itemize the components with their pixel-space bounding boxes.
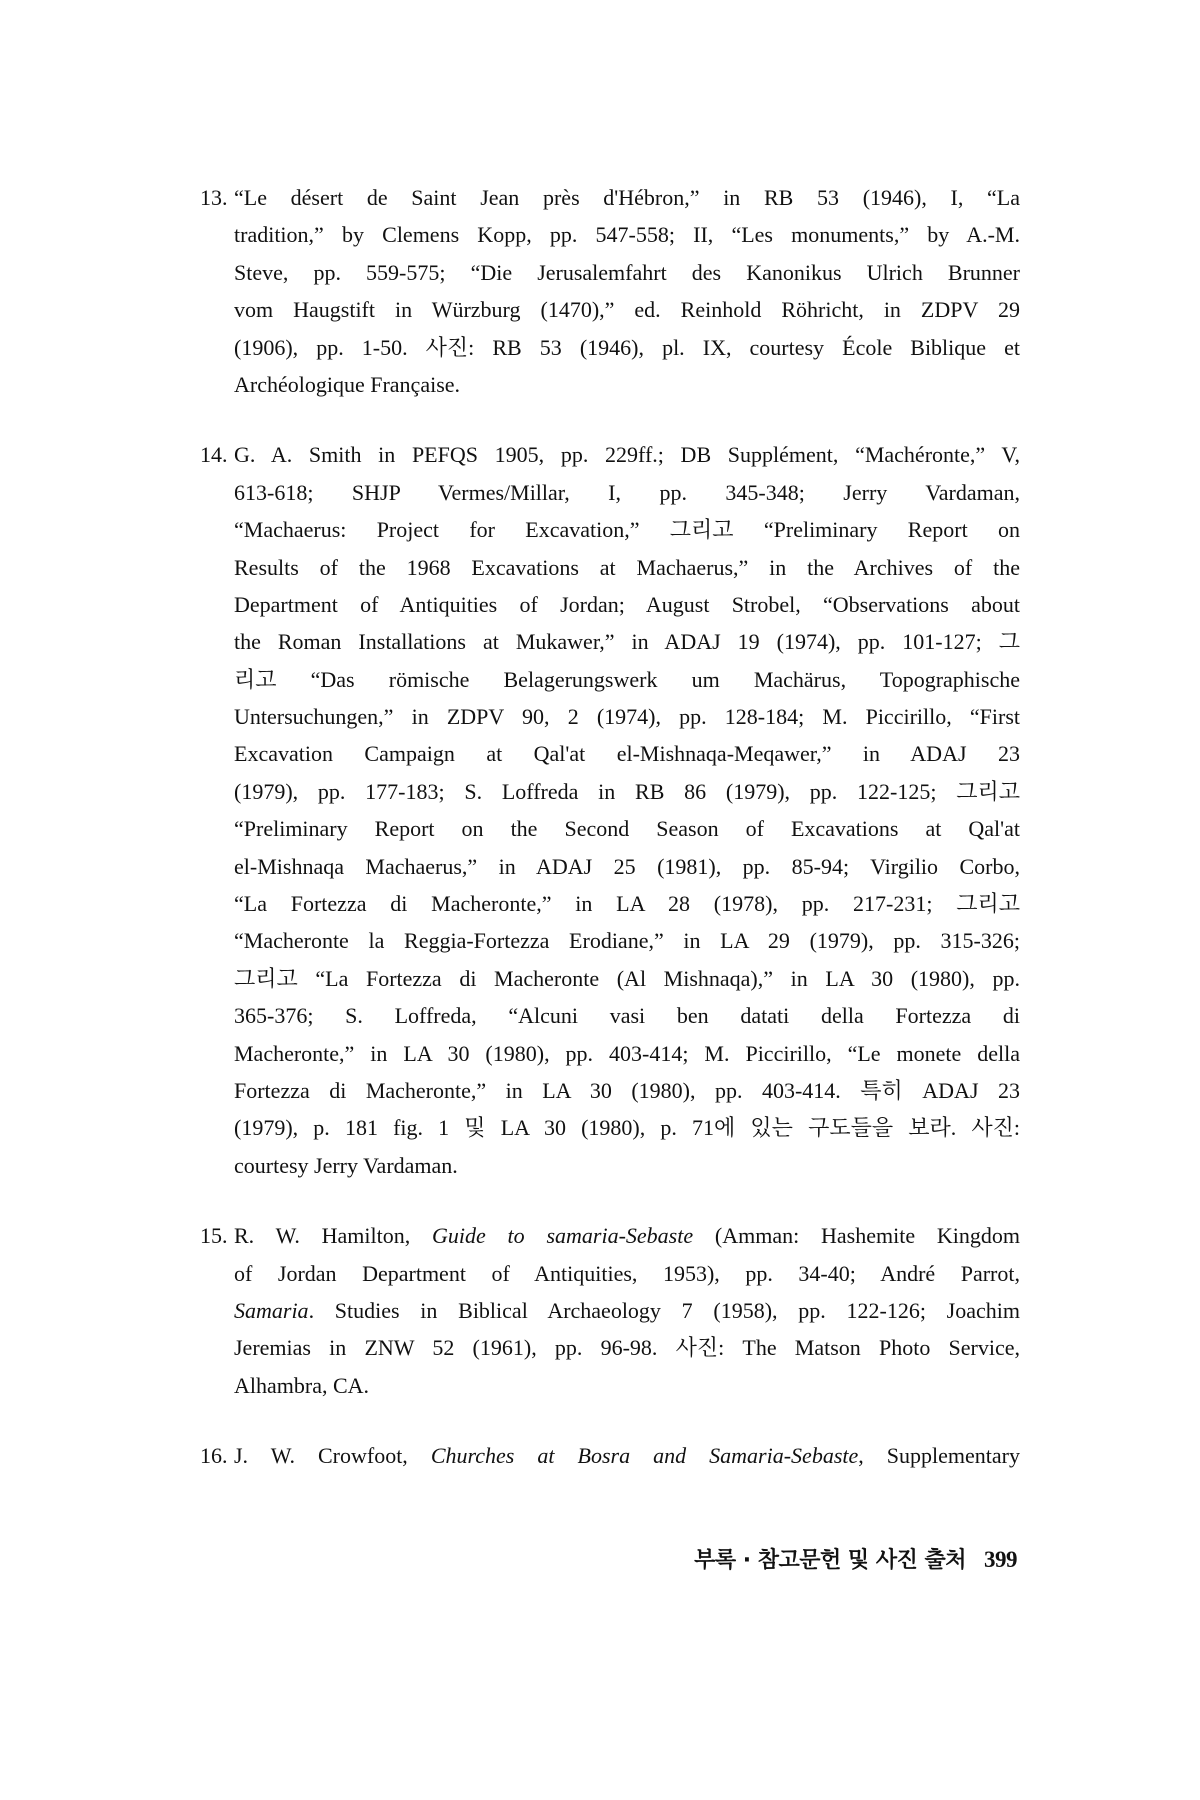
italic-title: Samaria bbox=[234, 1297, 309, 1323]
text-line bbox=[234, 216, 1020, 253]
italic-title: Churches at Bosra and Samaria-Sebaste bbox=[430, 1443, 859, 1469]
text-line bbox=[234, 511, 1020, 548]
text-line bbox=[234, 1217, 1020, 1254]
text-segment: J. W. Crowfoot, bbox=[234, 1443, 431, 1469]
italic-title: Guide to samaria-Sebaste bbox=[432, 1223, 694, 1249]
text-segment: G. A. Smith in PEFQS 1905, pp. 229ff.; DB Supplément, “Machéronte,” V, bbox=[234, 442, 1020, 468]
text-segment: Results of the 1968 Excavations at Machaerus,” in the Archives of the bbox=[234, 554, 1020, 580]
text-segment: 365-376; S. Loffreda, “Alcuni vasi ben datati della Fortezza di bbox=[234, 1003, 1020, 1029]
text-segment: “Preliminary Report on the Second Season of Excavations at Qal'at bbox=[234, 816, 1020, 842]
page-number: 399 bbox=[984, 1547, 1017, 1572]
text-line bbox=[234, 366, 1020, 403]
text-segment: (1979), p. 181 fig. 1 및 LA 30 (1980), p. 71에 있는 구도들을 보라. 사진: bbox=[234, 1115, 1020, 1141]
text-segment: . Studies in Biblical Archaeology 7 (1958), pp. 122-126; Joachim bbox=[308, 1297, 1020, 1323]
text-line bbox=[234, 549, 1020, 586]
text-segment: R. W. Hamilton, bbox=[234, 1223, 432, 1249]
text-line bbox=[234, 1367, 1020, 1404]
text-segment: 그리고 “La Fortezza di Macheronte (Al Mishnaqa),” in LA 30 (1980), pp. bbox=[234, 965, 1020, 991]
text-line bbox=[234, 1437, 1020, 1474]
endnote-number: 16. bbox=[200, 1443, 228, 1469]
text-line bbox=[234, 254, 1020, 291]
text-segment: Jeremias in ZNW 52 (1961), pp. 96-98. 사진: The Matson Photo Service, bbox=[234, 1335, 1020, 1361]
text-line bbox=[234, 1147, 1020, 1184]
text-segment: el-Mishnaqa Machaerus,” in ADAJ 25 (1981), pp. 85-94; Virgilio Corbo, bbox=[234, 853, 1020, 879]
endnote-number: 14. bbox=[200, 442, 228, 468]
text-segment: Untersuchungen,” in ZDPV 90, 2 (1974), pp. 128-184; M. Piccirillo, “First bbox=[234, 704, 1020, 730]
text-segment: Steve, pp. 559-575; “Die Jerusalemfahrt des Kanonikus Ulrich Brunner bbox=[234, 259, 1020, 285]
text-line bbox=[234, 1292, 1020, 1329]
text-line bbox=[234, 922, 1020, 959]
text-segment: courtesy Jerry Vardaman. bbox=[234, 1152, 458, 1178]
text-segment: of Jordan Department of Antiquities, 1953), pp. 34-40; André Parrot, bbox=[234, 1260, 1020, 1286]
text-line bbox=[234, 735, 1020, 772]
text-segment: “La Fortezza di Macheronte,” in LA 28 (1978), pp. 217-231; 그리고 bbox=[234, 891, 1020, 917]
endnotes-list bbox=[200, 179, 1020, 1508]
text-line bbox=[234, 1035, 1020, 1072]
text-line bbox=[234, 960, 1020, 997]
endnote-16 bbox=[200, 1437, 1020, 1474]
text-segment: tradition,” by Clemens Kopp, pp. 547-558; II, “Les monuments,” by A.-M. bbox=[234, 222, 1020, 248]
text-line bbox=[234, 810, 1020, 847]
text-line bbox=[234, 329, 1020, 366]
text-segment: , Supplementary bbox=[858, 1443, 1020, 1469]
text-line bbox=[234, 474, 1020, 511]
endnote-13 bbox=[200, 179, 1020, 403]
text-segment: the Roman Installations at Mukawer,” in ADAJ 19 (1974), pp. 101-127; 그 bbox=[234, 629, 1020, 655]
text-line bbox=[234, 698, 1020, 735]
text-line bbox=[234, 661, 1020, 698]
text-line bbox=[234, 1109, 1020, 1146]
text-segment: Archéologique Française. bbox=[234, 371, 461, 397]
text-line bbox=[234, 179, 1020, 216]
text-line bbox=[234, 1329, 1020, 1366]
text-line bbox=[234, 436, 1020, 473]
text-line bbox=[234, 586, 1020, 623]
text-segment: Macheronte,” in LA 30 (1980), pp. 403-414; M. Piccirillo, “Le monete della bbox=[234, 1040, 1020, 1066]
text-line bbox=[234, 885, 1020, 922]
text-segment: “Macheronte la Reggia-Fortezza Erodiane,” in LA 29 (1979), pp. 315-326; bbox=[234, 928, 1020, 954]
text-line bbox=[234, 848, 1020, 885]
endnote-14 bbox=[200, 436, 1020, 1184]
text-segment: (Amman: Hashemite Kingdom bbox=[693, 1223, 1021, 1249]
text-line bbox=[234, 1255, 1020, 1292]
endnote-15 bbox=[200, 1217, 1020, 1404]
text-segment: Fortezza di Macheronte,” in LA 30 (1980), pp. 403-414. 특히 ADAJ 23 bbox=[234, 1077, 1020, 1103]
text-segment: “Machaerus: Project for Excavation,” 그리고 “Preliminary Report on bbox=[234, 517, 1020, 543]
running-title: 부록 · 참고문헌 및 사진 출처 bbox=[694, 1548, 966, 1573]
page-footer bbox=[694, 1543, 1017, 1574]
text-line bbox=[234, 291, 1020, 328]
text-line bbox=[234, 1072, 1020, 1109]
text-segment: 613-618; SHJP Vermes/Millar, I, pp. 345-348; Jerry Vardaman, bbox=[234, 479, 1020, 505]
text-line bbox=[234, 997, 1020, 1034]
text-segment: Excavation Campaign at Qal'at el-Mishnaqa-Meqawer,” in ADAJ 23 bbox=[234, 741, 1020, 767]
text-segment: (1979), pp. 177-183; S. Loffreda in RB 86 (1979), pp. 122-125; 그리고 bbox=[234, 778, 1020, 804]
text-line bbox=[234, 623, 1020, 660]
text-segment: (1906), pp. 1-50. 사진: RB 53 (1946), pl. IX, courtesy École Biblique et bbox=[234, 334, 1020, 360]
endnote-number: 13. bbox=[200, 185, 228, 210]
text-segment: vom Haugstift in Würzburg (1470),” ed. Reinhold Röhricht, in ZDPV 29 bbox=[234, 297, 1020, 323]
endnote-number: 15. bbox=[200, 1223, 228, 1249]
text-line bbox=[234, 773, 1020, 810]
text-segment: Alhambra, CA. bbox=[234, 1372, 370, 1398]
text-segment: Department of Antiquities of Jordan; August Strobel, “Observations about bbox=[234, 591, 1020, 617]
text-segment: “Le désert de Saint Jean près d'Hébron,” in RB 53 (1946), I, “La bbox=[234, 185, 1020, 210]
text-segment: 리고 “Das römische Belagerungswerk um Machärus, Topographische bbox=[234, 666, 1020, 692]
